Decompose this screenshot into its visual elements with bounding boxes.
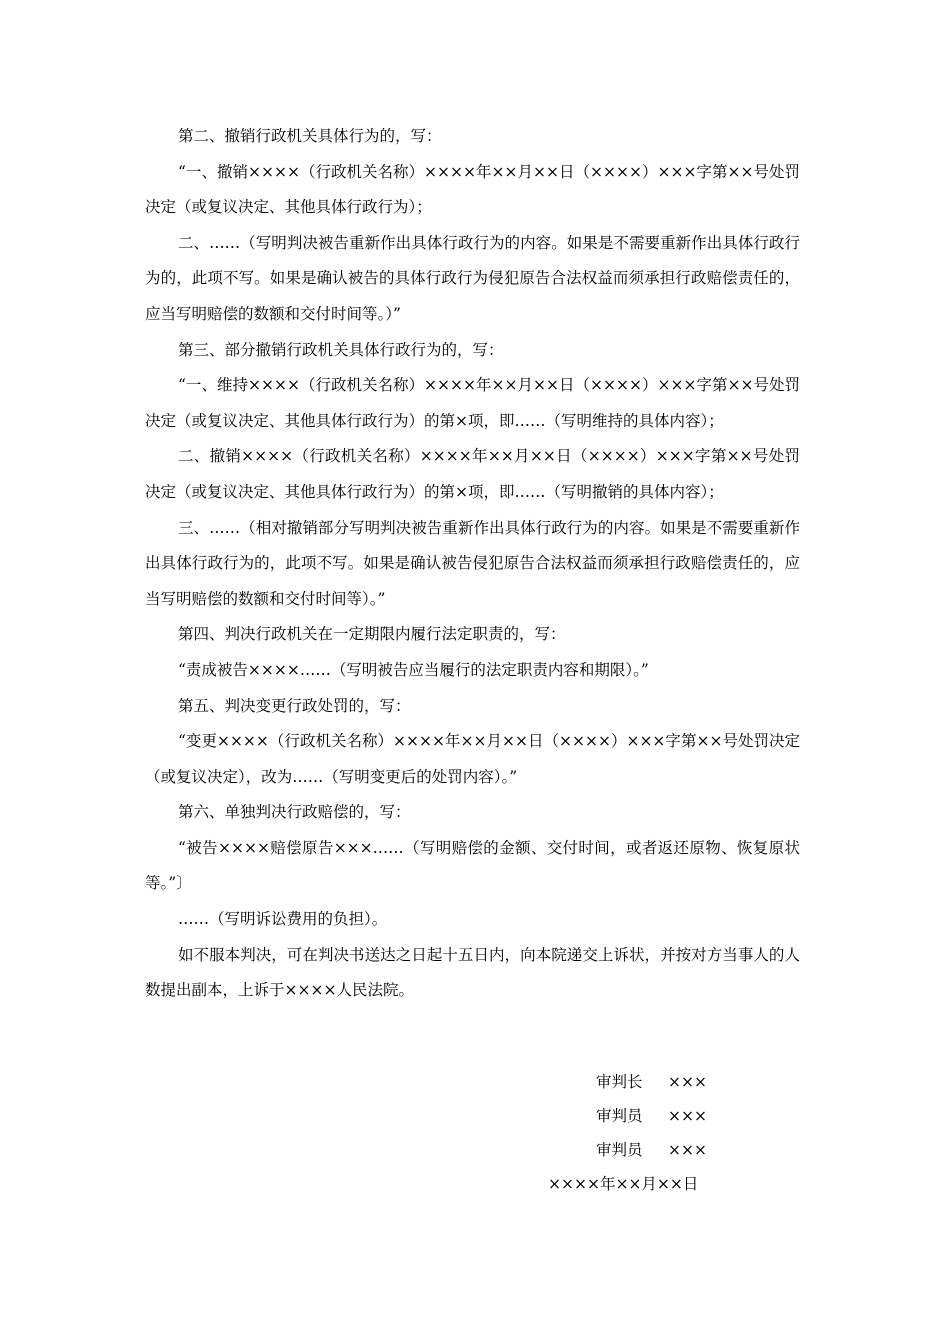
signature-name: ×××: [668, 1073, 707, 1091]
judgment-body: [145, 119, 800, 1009]
paragraph-fifth-content: “变更××××（行政机关名称）××××年××月××日（××××）×××字第××号处罚决定（或复议决定），改为……（写明变更后的处罚内容）。”: [145, 732, 800, 786]
signature-role: 审判长: [596, 1073, 643, 1091]
paragraph-revoke-item-two: 二、……（写明判决被告重新作出具体行政行为的内容。如果是不需要重新作出具体行政行为的，此项不写。如果是确认被告的具体行政行为侵犯原告合法权益而须承担行政赔偿责任的，应当写明赔偿的数额和交付时间等。）”: [145, 233, 800, 323]
paragraph-fifth-heading: 第五、判决变更行政处罚的，写：: [178, 696, 411, 715]
signature-name: ×××: [668, 1107, 707, 1125]
signature-judge-1: [596, 1099, 707, 1135]
paragraph-sixth-content: “被告××××赔偿原告×××……（写明赔偿的金额、交付时间，或者返还原物、恢复原状等。”〕: [145, 838, 800, 893]
paragraph-fourth-content: “责成被告××××……（写明被告应当履行的法定职责内容和期限）。”: [178, 660, 649, 679]
paragraph-second-heading: 第二、撤销行政机关具体行为的，写：: [178, 127, 442, 145]
paragraph-partial-item-two: 二、撤销××××（行政机关名称）××××年××月××日（××××）×××字第××号处罚决定（或复议决定、其他具体行政行为）的第×项，即……（写明撤销的具体内容）；: [145, 447, 800, 501]
signature-role: 审判员: [596, 1107, 643, 1125]
paragraph-partial-item-three: 三、……（相对撤销部分写明判决被告重新作出具体行政行为的内容。如果是不需要重新作出具体行政行为的，此项不写。如果是确认被告侵犯原告合法权益而须承担行政赔偿责任的，应当写明赔偿的数额和交付时间等）。”: [145, 518, 800, 608]
paragraph-revoke-item-one: “一、撤销××××（行政机关名称）××××年××月××日（××××）×××字第××号处罚决定（或复议决定、其他具体行政行为）；: [145, 162, 800, 217]
paragraph-fourth-heading: 第四、判决行政机关在一定期限内履行法定职责的，写：: [178, 625, 566, 644]
judgment-date: ××××年××月××日: [548, 1175, 699, 1193]
paragraph-litigation-costs: ……（写明诉讼费用的负担）。: [178, 910, 388, 929]
signature-name: ×××: [668, 1141, 707, 1159]
paragraph-partial-item-one: “一、维持××××（行政机关名称）××××年××月××日（××××）×××字第××号处罚决定（或复议决定、其他具体行政行为）的第×项，即……（写明维持的具体内容）；: [145, 376, 800, 430]
paragraph-sixth-heading: 第六、单独判决行政赔偿的，写：: [178, 803, 411, 822]
signature-presiding-judge: [596, 1065, 707, 1101]
signature-judge-2: [596, 1133, 707, 1169]
paragraph-appeal-notice: 如不服本判决，可在判决书送达之日起十五日内，向本院递交上诉状，并按对方当事人的人数提出副本，上诉于××××人民法院。: [145, 945, 800, 1000]
signature-role: 审判员: [596, 1141, 643, 1159]
paragraph-third-heading: 第三、部分撤销行政机关具体行政行为的，写：: [178, 340, 504, 359]
